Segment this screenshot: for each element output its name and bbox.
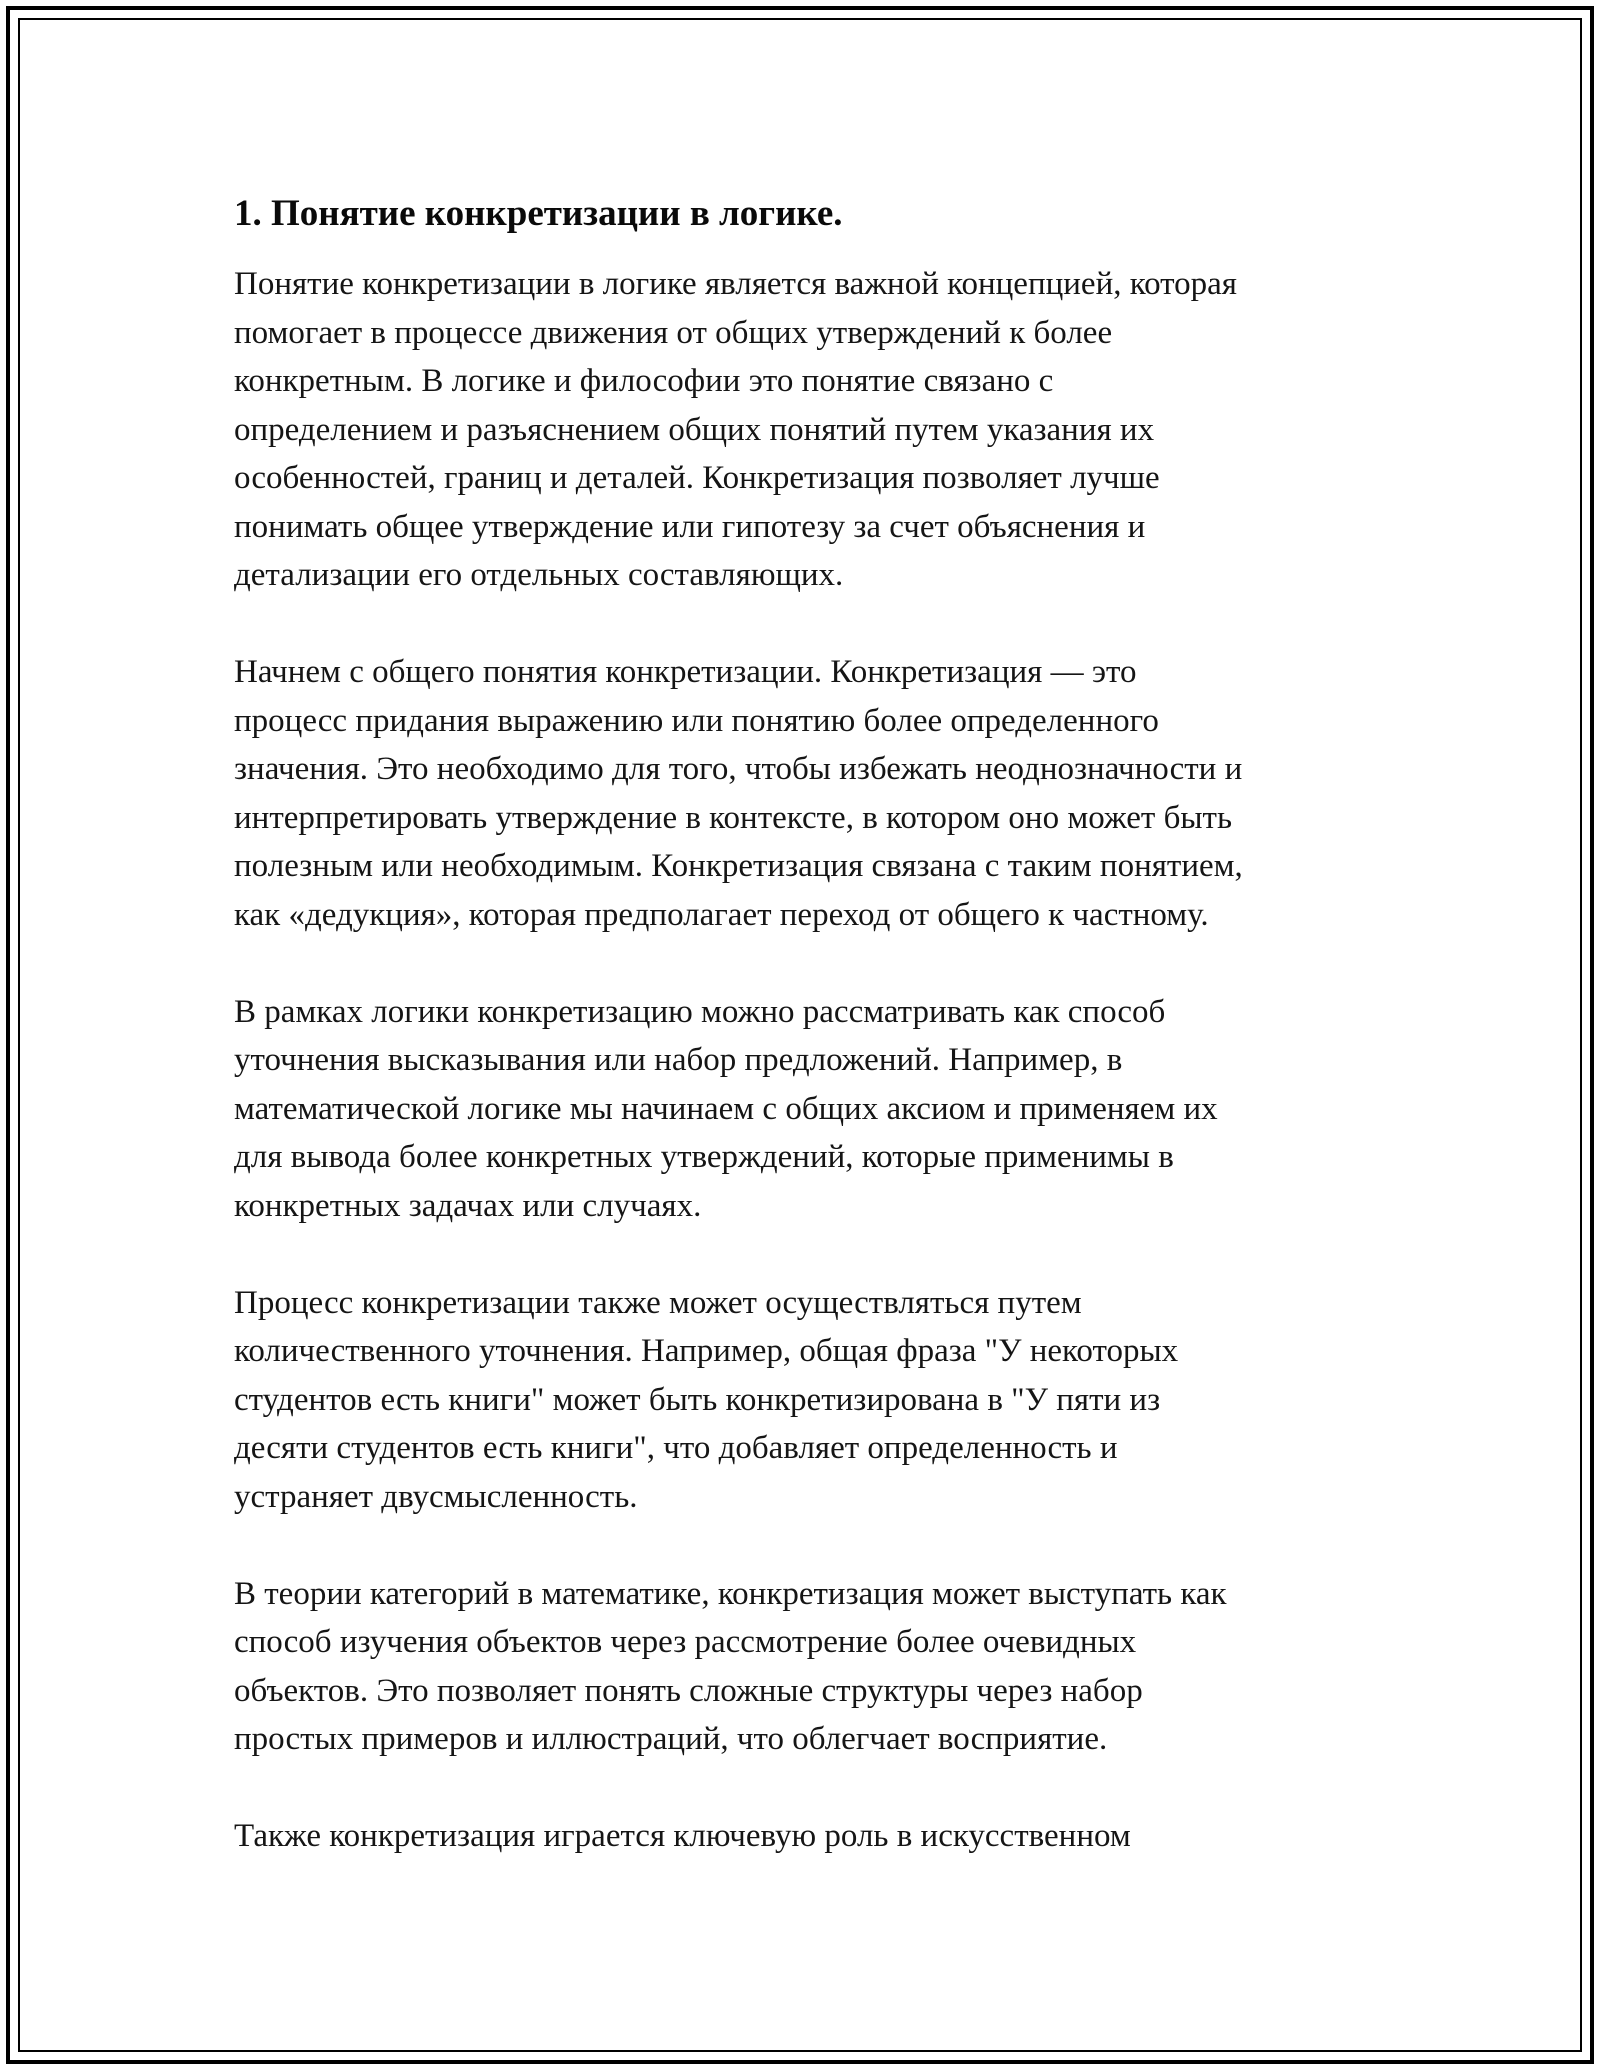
paragraph-line: объектов. Это позволяет понять сложные структуры через набор [234, 1672, 1143, 1709]
paragraph-line: устраняет двусмысленность. [234, 1478, 638, 1515]
paragraph-line: понимать общее утверждение или гипотезу за счет объяснения и [234, 508, 1146, 545]
paragraph-line: уточнения высказывания или набор предложений. Например, в [234, 1042, 1123, 1078]
section-heading: 1. Понятие конкретизации в логике. [234, 193, 843, 234]
paragraph-line: для вывода более конкретных утверждений, которые применимы в [234, 1139, 1174, 1175]
paragraph-4 [234, 1279, 1384, 1522]
paragraph-line: В рамках логики конкретизацию можно рассматривать как способ [234, 993, 1166, 1030]
paragraph-line: студентов есть книги" может быть конкретизирована в "У пяти из [234, 1381, 1161, 1418]
paragraph-line: интерпретировать утверждение в контексте, в котором оно может быть [234, 799, 1233, 836]
paragraph-line: полезным или необходимым. Конкретизация связана с таким понятием, [234, 848, 1243, 884]
paragraph-line: как «дедукция», которая предполагает переход от общего к частному. [234, 896, 1209, 933]
paragraph-line: математической логике мы начинаем с общих аксиом и применяем их [234, 1090, 1218, 1127]
paragraph-line: особенностей, границ и деталей. Конкретизация позволяет лучше [234, 460, 1160, 496]
paragraph-line: Понятие конкретизации в логике является важной концепцией, которая [234, 266, 1237, 302]
paragraph-line: конкретных задачах или случаях. [234, 1187, 702, 1224]
paragraph-line: Начнем с общего понятия конкретизации. Конкретизация — это [234, 654, 1137, 690]
paragraph-line: способ изучения объектов через рассмотрение более очевидных [234, 1624, 1137, 1660]
paragraph-line: В теории категорий в математике, конкретизация может выступать как [234, 1575, 1227, 1612]
paragraph-6 [234, 1812, 1384, 1861]
paragraph-line: значения. Это необходимо для того, чтобы избежать неоднозначности и [234, 751, 1243, 787]
paragraph-2 [234, 648, 1384, 939]
paragraph-line: процесс придания выражению или понятию более определенного [234, 702, 1159, 739]
paragraph-5 [234, 1570, 1384, 1764]
paragraph-line: количественного уточнения. Например, общая фраза "У некоторых [234, 1333, 1179, 1369]
paragraph-line: простых примеров и иллюстраций, что облегчает восприятие. [234, 1721, 1108, 1757]
paragraph-line: Процесс конкретизации также может осуществляться путем [234, 1284, 1082, 1321]
paragraph-line: определением и разъяснением общих понятий путем указания их [234, 411, 1155, 448]
paragraph-line: десяти студентов есть книги", что добавляет определенность и [234, 1430, 1118, 1466]
paragraph-3 [234, 988, 1384, 1231]
paragraph-line: детализации его отдельных составляющих. [234, 557, 844, 593]
document-body [234, 190, 1384, 1909]
paragraph-line: Также конкретизация играется ключевую роль в искусственном [234, 1818, 1131, 1854]
paragraph-1 [234, 260, 1384, 600]
paragraph-line: помогает в процессе движения от общих утверждений к более [234, 314, 1113, 351]
paragraph-line: конкретным. В логике и философии это понятие связано с [234, 363, 1054, 399]
